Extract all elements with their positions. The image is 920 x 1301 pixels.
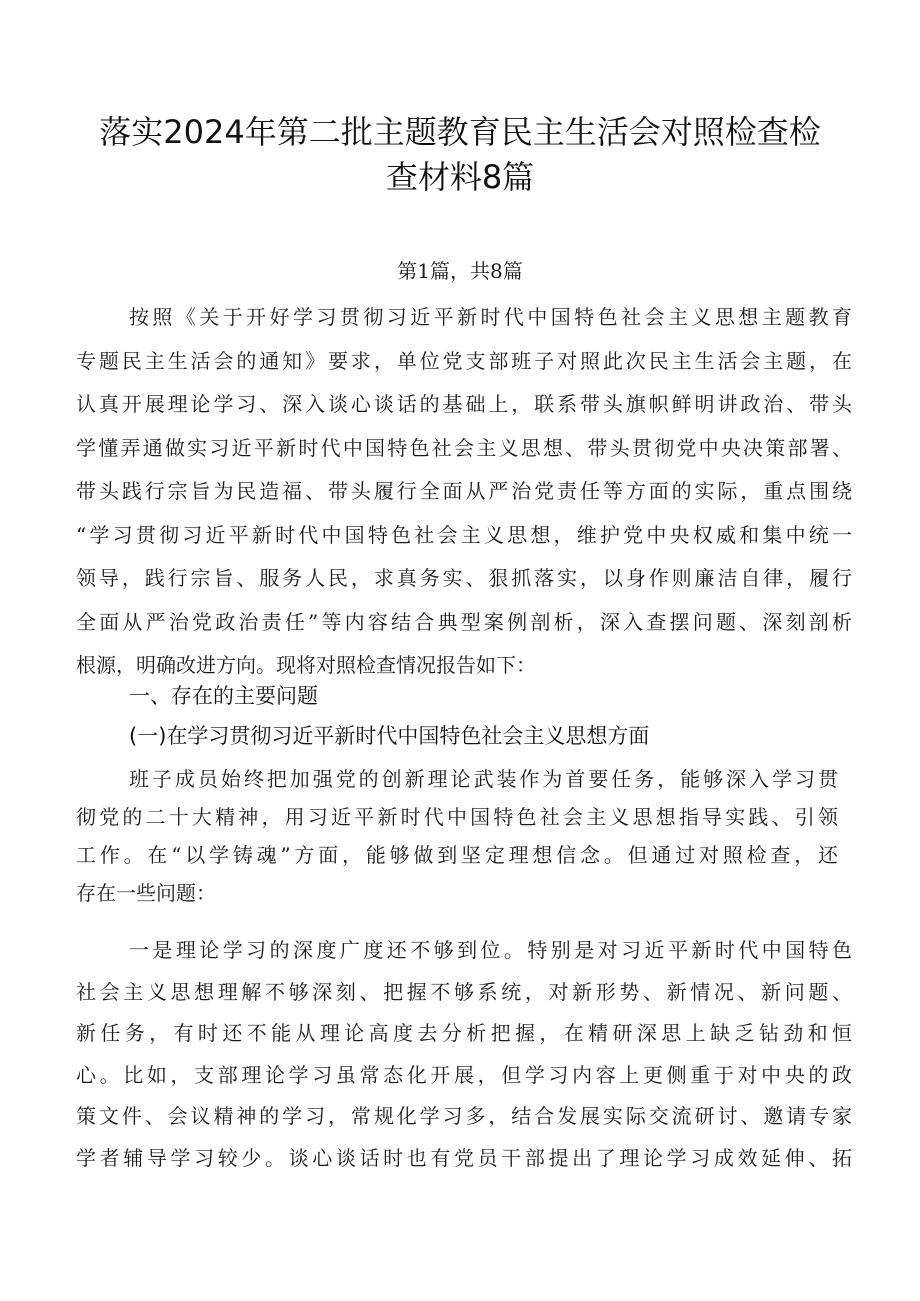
paragraph-line: 专题民主生活会的通知》要求，单位党支部班子对照此次民主生活会主题，在 <box>76 348 852 373</box>
paragraph-line: 根源，明确改进方向。现将对照检查情况报告如下： <box>76 653 536 677</box>
paragraph-line: 按照《关于开好学习贯彻习近平新时代中国特色社会主义思想主题教育 <box>129 305 852 329</box>
paragraph-line: “学习贯彻习近平新时代中国特色社会主义思想，维护党中央权威和集中统一 <box>76 522 852 547</box>
paragraph-line: 认真开展理论学习、深入谈心谈话的基础上，联系带头旗帜鲜明讲政治、带头 <box>76 392 852 416</box>
paragraph-line: 新任务，有时还不能从理论高度去分析把握，在精研深思上缺乏钻劲和恒 <box>76 1021 852 1045</box>
paragraph-line: 彻党的二十大精神，用习近平新时代中国特色社会主义思想指导实践、引领 <box>76 805 838 829</box>
paragraph-line: 社会主义思想理解不够深刻、把握不够系统，对新形势、新情况、新问题、 <box>76 979 852 1004</box>
paragraph-line: 策文件、会议精神的学习，常规化学习多，结合发展实际交流研讨、邀请专家 <box>76 1104 852 1128</box>
paragraph-line: 班子成员始终把加强党的创新理论武装作为首要任务，能够深入学习贯 <box>129 767 838 791</box>
intro-paragraph <box>76 296 852 688</box>
paragraph-line: 领导，践行宗旨、服务人民，求真务实、狠抓落实，以身作则廉洁自律，履行 <box>76 566 852 590</box>
subsection-heading: (一)在学习贯彻习近平新时代中国特色社会主义思想方面 <box>129 724 650 748</box>
document-title-line: 查材料8篇 <box>385 158 535 196</box>
paragraph-line: 存在一些问题： <box>76 881 216 905</box>
paragraph-line: 学者辅导学习较少。谈心谈话时也有党员干部提出了理论学习成效延伸、拓 <box>76 1145 852 1170</box>
part-indicator: 第1篇，共8篇 <box>397 259 523 283</box>
body-paragraph <box>76 760 838 912</box>
section-heading: 一、存在的主要问题 <box>129 684 318 708</box>
document-title <box>60 110 860 200</box>
paragraph-line: 带头践行宗旨为民造福、带头履行全面从严治党责任等方面的实际，重点围绕 <box>76 479 852 503</box>
document-title-line: 落实2024年第二批主题教育民主生活会对照检查检 <box>99 113 821 151</box>
paragraph-line: 工作。在“以学铸魂”方面，能够做到坚定理想信念。但通过对照检查，还 <box>76 843 838 867</box>
paragraph-line: 学懂弄通做实习近平新时代中国特色社会主义思想、带头贯彻党中央决策部署、 <box>76 435 852 460</box>
paragraph-line: 全面从严治党政治责任”等内容结合典型案例剖析，深入查摆问题、深刻剖析 <box>76 609 852 634</box>
paragraph-line: 心。比如，支部理论学习虽常态化开展，但学习内容上更侧重于对中央的政 <box>76 1062 852 1087</box>
paragraph-line: 一是理论学习的深度广度还不够到位。特别是对习近平新时代中国特色 <box>129 938 852 962</box>
body-paragraph <box>76 930 852 1179</box>
